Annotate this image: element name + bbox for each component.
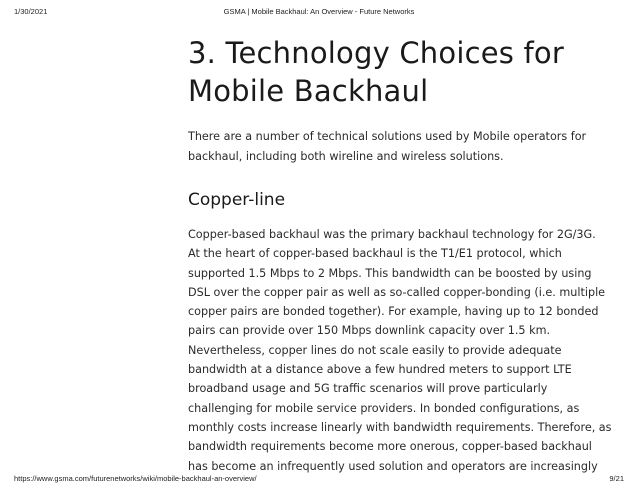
page-title bbox=[188, 34, 608, 110]
body-line: broadband usage and 5G traffic scenarios will prove particularly bbox=[188, 382, 548, 396]
intro-paragraph bbox=[188, 127, 588, 167]
body-line: At the heart of copper-based backhaul is the T1/E1 protocol, which bbox=[188, 247, 562, 261]
print-footer bbox=[14, 474, 624, 486]
body-line: copper pairs are bonded together). For example, having up to 12 bonded bbox=[188, 305, 599, 319]
print-header bbox=[14, 7, 624, 19]
section-heading: Copper-line bbox=[188, 190, 286, 210]
article-content bbox=[188, 34, 612, 476]
page-title-line: Mobile Backhaul bbox=[188, 74, 429, 108]
body-line: DSL over the copper pair as well as so-called copper-bonding (i.e. multiple bbox=[188, 285, 606, 299]
print-page-title: GSMA | Mobile Backhaul: An Overview - Future Networks bbox=[223, 7, 415, 16]
print-url: https://www.gsma.com/futurenetworks/wiki/mobile-backhaul-an-overview/ bbox=[14, 474, 257, 483]
body-line: Copper-based backhaul was the primary backhaul technology for 2G/3G. bbox=[188, 228, 596, 241]
body-line: Nevertheless, copper lines do not scale easily to provide adequate bbox=[188, 343, 562, 357]
body-line: bandwidth at a distance above a few hundred meters to support LTE bbox=[188, 363, 572, 377]
intro-line: There are a number of technical solutions used by Mobile operators for bbox=[188, 130, 587, 143]
body-line: bandwidth requirements become more onerous, copper-based backhaul bbox=[188, 440, 592, 454]
body-line: monthly costs increase linearly with bandwidth requirements. Therefore, as bbox=[188, 420, 612, 434]
page-number: 9/21 bbox=[609, 474, 624, 483]
body-paragraph bbox=[188, 225, 612, 476]
body-line: supported 1.5 Mbps to 2 Mbps. This bandwidth can be boosted by using bbox=[188, 266, 592, 280]
body-line: challenging for mobile service providers. In bonded configurations, as bbox=[188, 401, 580, 415]
page-title-line: 3. Technology Choices for bbox=[188, 36, 564, 70]
intro-line: backhaul, including both wireline and wireless solutions. bbox=[188, 150, 504, 163]
body-line: pairs can provide over 150 Mbps downlink capacity over 1.5 km. bbox=[188, 324, 551, 338]
print-date: 1/30/2021 bbox=[14, 7, 48, 16]
body-line: has become an infrequently used solution and operators are increasingly bbox=[188, 459, 598, 473]
